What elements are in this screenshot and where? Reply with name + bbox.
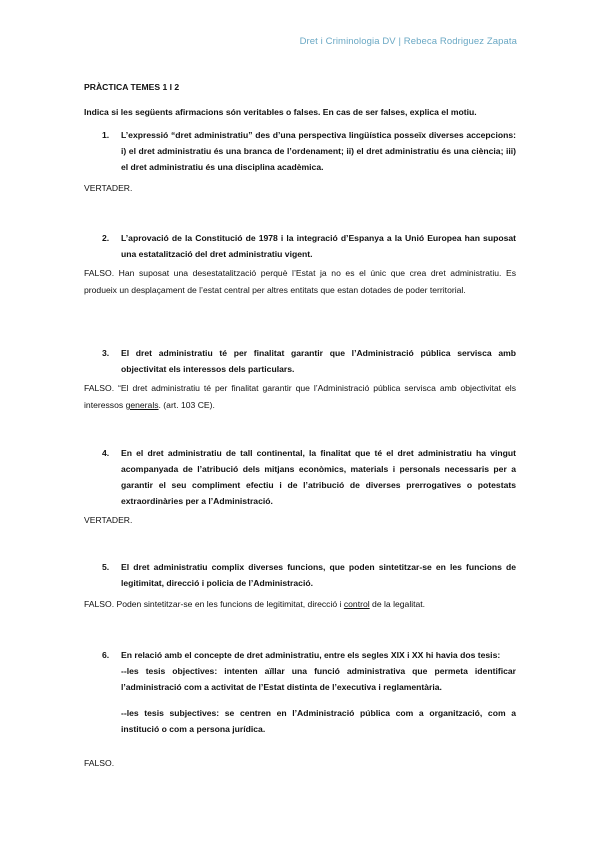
question-4 [84,445,516,509]
question-number: 2. [102,233,110,243]
answer-5 [84,596,516,613]
question-5 [84,559,516,591]
answer-1: VERTADER. [84,183,133,193]
question-number: 3. [102,348,110,358]
question-number: 5. [102,562,110,572]
question-intro: En relació amb el concepte de dret administratiu, entre els segles XIX i XX hi havia dos tesis: [121,650,501,660]
question-6 [84,647,516,737]
question-text: En el dret administratiu de tall continental, la finalitat que té el dret administratiu ha vingut acompanyada de l’atribució dels mitjans econòmics, materials i personals necessaris per a garantir el seu compliment efectiu i de l’atribució de diverses prerrogatives o potestats extraordinàries per a l’Administració. [121,448,516,506]
answer-underlined-word: generals [125,400,159,410]
answer-6: FALSO. [84,758,115,768]
question-3 [84,345,516,377]
question-text: L’aprovació de la Constitució de 1978 i la integració d’Espanya a la Unió Europea han suposat una estatalització del dret administratiu vigent. [121,233,516,259]
question-text: L’expressió “dret administratiu” des d’una perspectiva lingüística posseïx diverses accepcions: i) el dret administratiu és una branca de l’ordenament; ii) el dret administratiu és una ciència; iii) el dret administratiu és una disciplina acadèmica. [121,130,516,172]
answer-text: FALSO. Poden sintetitzar-se en les funcions de legitimitat, direcció i [84,599,344,609]
answer-underlined-word: control [343,599,370,609]
answer-4: VERTADER. [84,515,133,525]
answer-text-end: de la legalitat. [369,599,426,609]
question-number: 1. [102,130,110,140]
question-number: 6. [102,650,110,660]
question-text: El dret administratiu té per finalitat garantir que l’Administració pública servisca amb objectivitat els interessos dels particulars. [121,348,516,374]
answer-text-end: . (art. 103 CE). [158,400,215,410]
subjective-theses: --les tesis subjectives: se centren en l’Administració pública com a organització, com a institució o com a persona jurídica. [121,708,516,734]
document-title: PRÀCTICA TEMES 1 I 2 [84,82,180,92]
objective-theses: --les tesis objectives: intenten aïllar una funció administrativa que permeta identificar l’administració com a activitat de l’Estat distinta de l’executiva i reglamentària. [121,666,516,692]
question-2 [84,230,516,262]
answer-2: FALSO. Han suposat una desestatalització perquè l’Estat ja no es el únic que crea dret administratiu. Es produeix un desplaçament de l’estat central per altres entitats que estan dotades de poder territorial. [84,268,516,295]
instructions: Indica si les següents afirmacions són veritables o falses. En cas de ser falses, explica el motiu. [84,107,477,117]
question-text: El dret administratiu complix diverses funcions, que poden sintetitzar-se en les funcions de legitimitat, direcció i policia de l’Administració. [121,562,516,588]
question-1 [84,127,516,175]
page-header: Dret i Criminologia DV | Rebeca Rodriguez Zapata [299,36,517,47]
answer-text: FALSO. “El dret administratiu té per finalitat garantir que l’Administració pública servisca amb objectivitat els interessos [84,383,516,410]
question-number: 4. [102,448,110,458]
answer-3 [84,380,516,414]
